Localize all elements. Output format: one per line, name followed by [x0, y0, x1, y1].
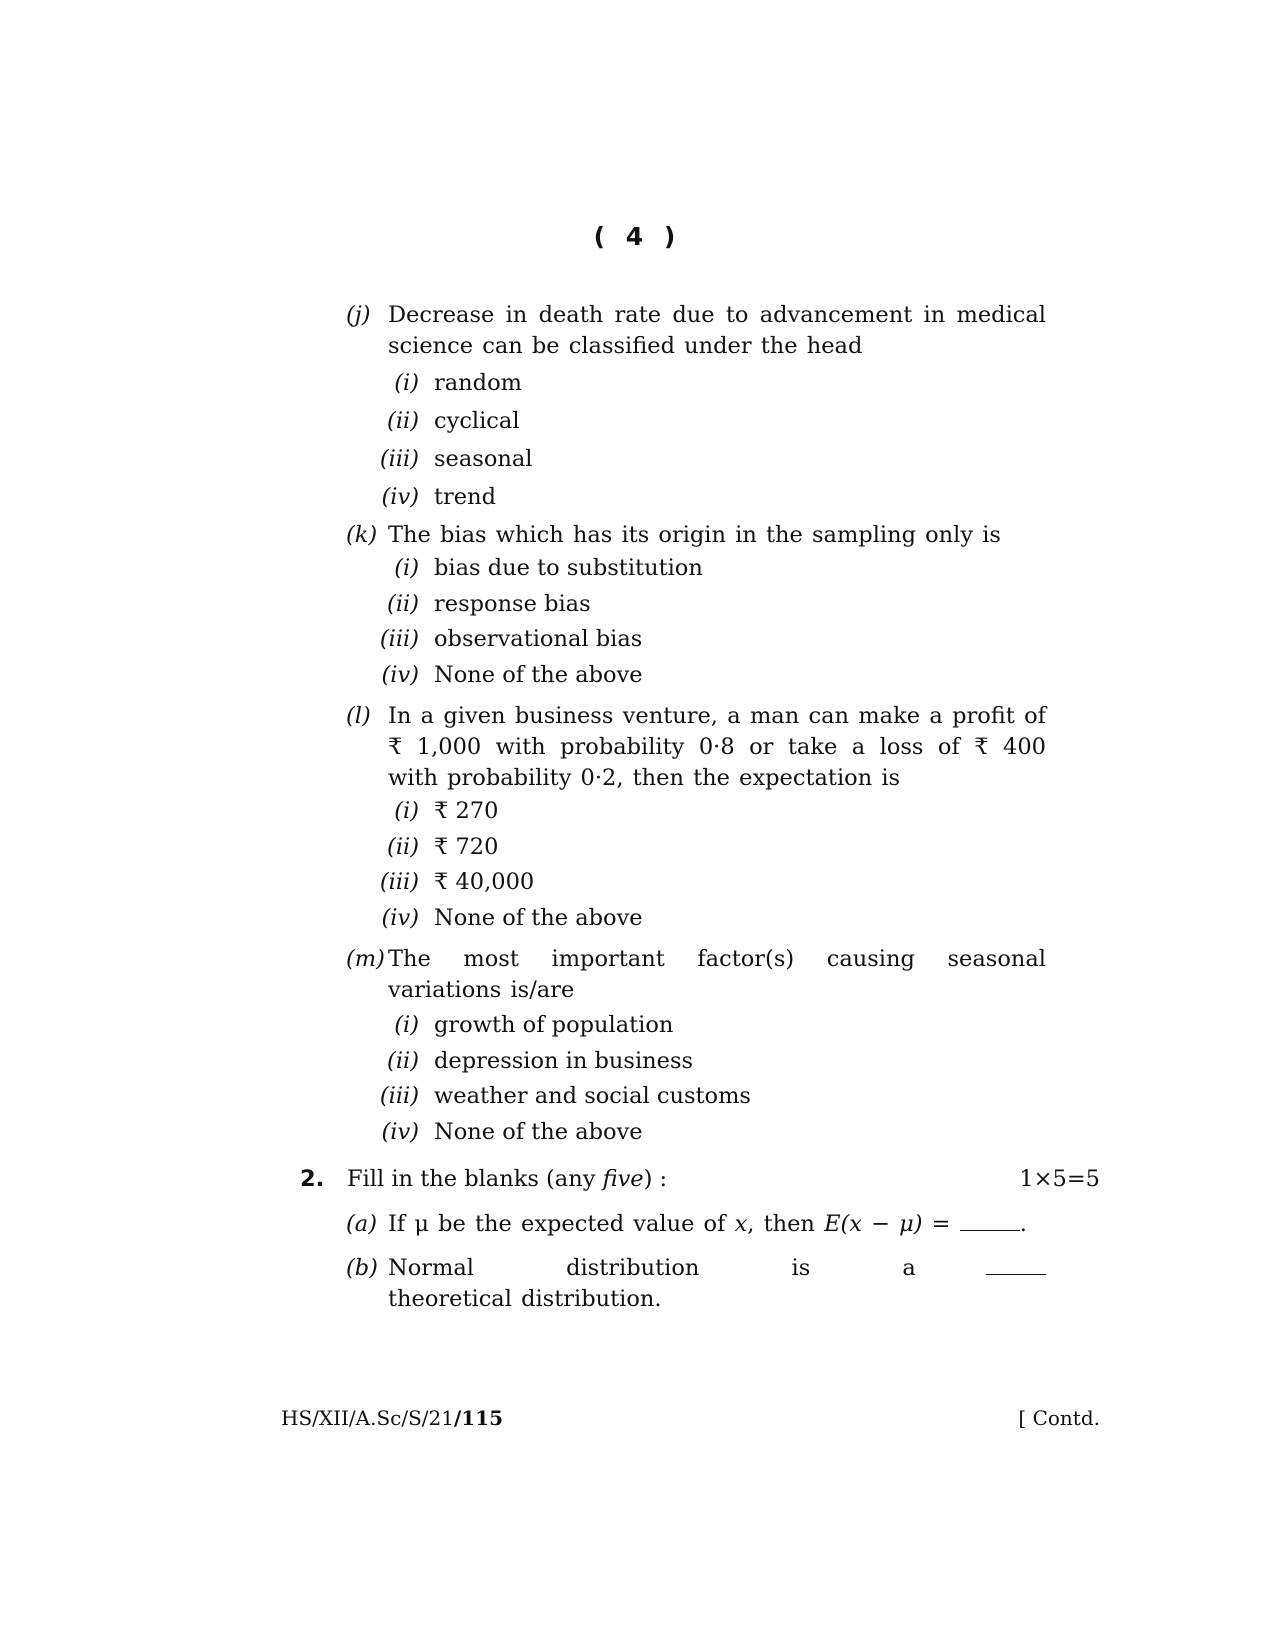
answer-blank[interactable]: [986, 1256, 1046, 1275]
option-text: cyclical: [434, 408, 520, 434]
question-j: [346, 300, 1046, 520]
option-text: response bias: [434, 590, 591, 617]
section-title: [347, 1166, 667, 1192]
option-label: (i): [394, 798, 419, 824]
paper-code: [281, 1406, 503, 1430]
item-label: (b): [346, 1255, 378, 1281]
option-item: [388, 1046, 1046, 1082]
item-text: [388, 1253, 1046, 1315]
option-label: (iv): [381, 1118, 419, 1145]
option-text: ₹ 270: [434, 798, 499, 824]
option-text: random: [434, 370, 522, 396]
option-text: trend: [434, 484, 497, 510]
blank-item-a: [346, 1209, 1046, 1240]
question-label: (k): [346, 522, 378, 548]
question-l: [346, 701, 1046, 938]
option-text: seasonal: [434, 446, 533, 472]
option-label: (iv): [381, 661, 419, 688]
question-k: [346, 520, 1046, 695]
option-label: (i): [394, 1012, 419, 1038]
option-item: [381, 1117, 1046, 1153]
option-label: (iii): [379, 626, 419, 652]
option-label: (i): [394, 370, 419, 396]
option-label: (ii): [387, 590, 419, 617]
option-label: (iv): [381, 904, 419, 931]
option-item: [388, 589, 1046, 625]
option-item: [379, 1081, 1046, 1117]
option-text: None of the above: [434, 904, 643, 931]
option-label: (ii): [387, 1047, 419, 1074]
item-text-start: If μ be the expected value of: [388, 1211, 735, 1237]
option-item: [388, 1010, 1046, 1046]
section-title-end: ) :: [643, 1166, 668, 1192]
options-list: [379, 1010, 1046, 1152]
item-text-middle: , then: [747, 1211, 825, 1237]
question-text: The bias which has its origin in the sampling only is: [388, 522, 1001, 548]
option-label: (iii): [379, 869, 419, 895]
option-item: [381, 903, 1046, 939]
option-item: [379, 867, 1046, 903]
paper-code-number: /115: [454, 1406, 504, 1430]
item-expression: E(x − μ) =: [824, 1211, 951, 1237]
option-text: observational bias: [434, 626, 643, 652]
option-label: (ii): [387, 833, 419, 860]
item-text-start: Normal distribution is a: [388, 1255, 916, 1281]
option-text: ₹ 720: [434, 833, 499, 860]
paper-code-text: HS/XII/A.Sc/S/21: [281, 1406, 454, 1430]
section-title-emphasis: five: [602, 1166, 644, 1192]
question-text: Decrease in death rate due to advancement in medical science can be classified under the head: [388, 302, 1046, 359]
page-number: ( 4 ): [593, 222, 682, 251]
option-label: (iii): [379, 446, 419, 472]
option-item: [388, 368, 1046, 406]
section-number: 2.: [300, 1166, 325, 1192]
option-text: growth of population: [434, 1012, 674, 1038]
option-text: depression in business: [434, 1047, 694, 1074]
question-m: [346, 944, 1046, 1152]
question-label: (l): [346, 703, 371, 729]
option-item: [388, 796, 1046, 832]
option-item: [381, 660, 1046, 696]
option-text: None of the above: [434, 661, 643, 688]
option-item: [388, 553, 1046, 589]
options-list: [379, 796, 1046, 938]
item-text-end: theoretical distribution.: [388, 1286, 662, 1312]
question-text: In a given business venture, a man can make a profit of ₹ 1,000 with probability 0·8 or take a loss of ₹ 400 with probability 0·2, then the expectation is: [388, 703, 1046, 791]
option-item: [379, 624, 1046, 660]
option-label: (iv): [381, 484, 419, 510]
option-text: weather and social customs: [434, 1083, 751, 1109]
section-title-start: Fill in the blanks (any: [347, 1166, 603, 1192]
option-label: (i): [394, 555, 419, 581]
option-label: (iii): [379, 1083, 419, 1109]
options-list: [379, 553, 1046, 695]
item-text-end: .: [1019, 1211, 1027, 1237]
option-text: bias due to substitution: [434, 555, 703, 581]
option-text: None of the above: [434, 1118, 643, 1145]
question-label: (j): [346, 302, 371, 328]
option-text: ₹ 40,000: [434, 869, 535, 895]
item-label: (a): [346, 1211, 377, 1237]
blank-item-b: [346, 1253, 1046, 1315]
item-text: [388, 1209, 1046, 1240]
option-item: [388, 832, 1046, 868]
section-marks: 1×5=5: [1019, 1166, 1100, 1192]
option-item: [379, 444, 1046, 482]
question-text: The most important factor(s) causing seasonal variations is/are: [388, 946, 1046, 1003]
options-list: [379, 368, 1046, 520]
item-variable: x: [734, 1211, 748, 1237]
question-label: (m): [346, 946, 385, 972]
answer-blank[interactable]: [960, 1212, 1020, 1231]
question-content: [0, 300, 1275, 1315]
option-label: (ii): [387, 408, 419, 434]
option-item: [381, 482, 1046, 520]
section-2-heading: [300, 1164, 1100, 1195]
contd-note: [ Contd.: [1018, 1406, 1100, 1430]
option-item: [388, 406, 1046, 444]
